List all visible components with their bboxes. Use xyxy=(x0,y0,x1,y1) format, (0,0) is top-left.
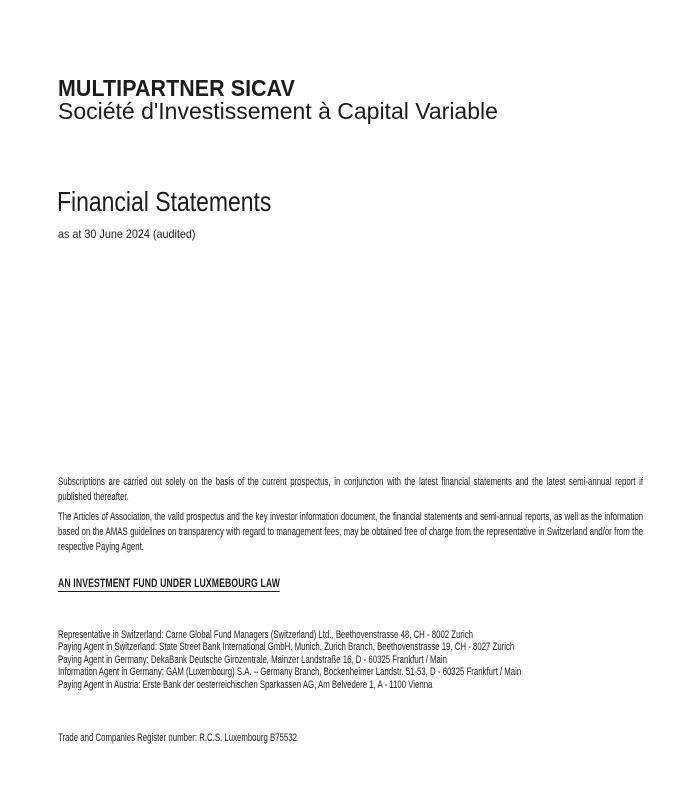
paragraph-articles: The Articles of Association, the valid prospectus and the key investor information document, the financial statements and semi-annual reports, as well as the information based on the AMAS guidelines on transparency with regard to management fees, may be obtained free of charge from the representative in Switzerland and/or from the respective Paying Agent. xyxy=(58,511,644,553)
paragraph-subscriptions: Subscriptions are carried out solely on the basis of the current prospectus, in conjunction with the latest financial statements and the latest semi-annual report if published thereafter. xyxy=(58,476,644,503)
report-title: Financial Statements xyxy=(57,186,272,217)
list-item-representative-switzerland: Representative in Switzerland: Carne Global Fund Managers (Switzerland) Ltd., Beethovenstrasse 48, CH - 8002 Zurich xyxy=(58,629,474,641)
law-heading xyxy=(58,576,280,592)
agents-list xyxy=(58,629,521,691)
fund-subtitle: Société d'Investissement à Capital Variable xyxy=(58,98,498,124)
list-item-paying-agent-switzerland: Paying Agent in Switzerland: State Street Bank International GmbH, Munich, Zurich Branch, Beethovenstrasse 19, CH - 8027 Zurich xyxy=(58,641,515,654)
list-item-paying-agent-austria: Paying Agent in Austria: Erste Bank der oesterreichischen Sparkassen AG, Am Belvedere 1, A - 1100 Vienna xyxy=(58,678,433,691)
list-item-information-agent-germany: Information Agent in Germany: GAM (Luxembourg) S.A. – Germany Branch, Bockenheimer Landstr. 51-53, D - 60325 Frankfurt / Main xyxy=(58,666,522,679)
law-heading-text: AN INVESTMENT FUND UNDER LUXMEBOURG LAW xyxy=(58,576,281,590)
list-item-paying-agent-germany: Paying Agent in Germany: DekaBank Deutsche Girozentrale, Mainzer Landstraße 16, D - 60325 Frankfurt / Main xyxy=(58,653,447,666)
report-date-line: as at 30 June 2024 (audited) xyxy=(58,227,196,241)
register-number-line: Trade and Companies Register number: R.C.S. Luxembourg B75532 xyxy=(58,732,297,744)
fund-title: MULTIPARTNER SICAV xyxy=(58,75,295,101)
